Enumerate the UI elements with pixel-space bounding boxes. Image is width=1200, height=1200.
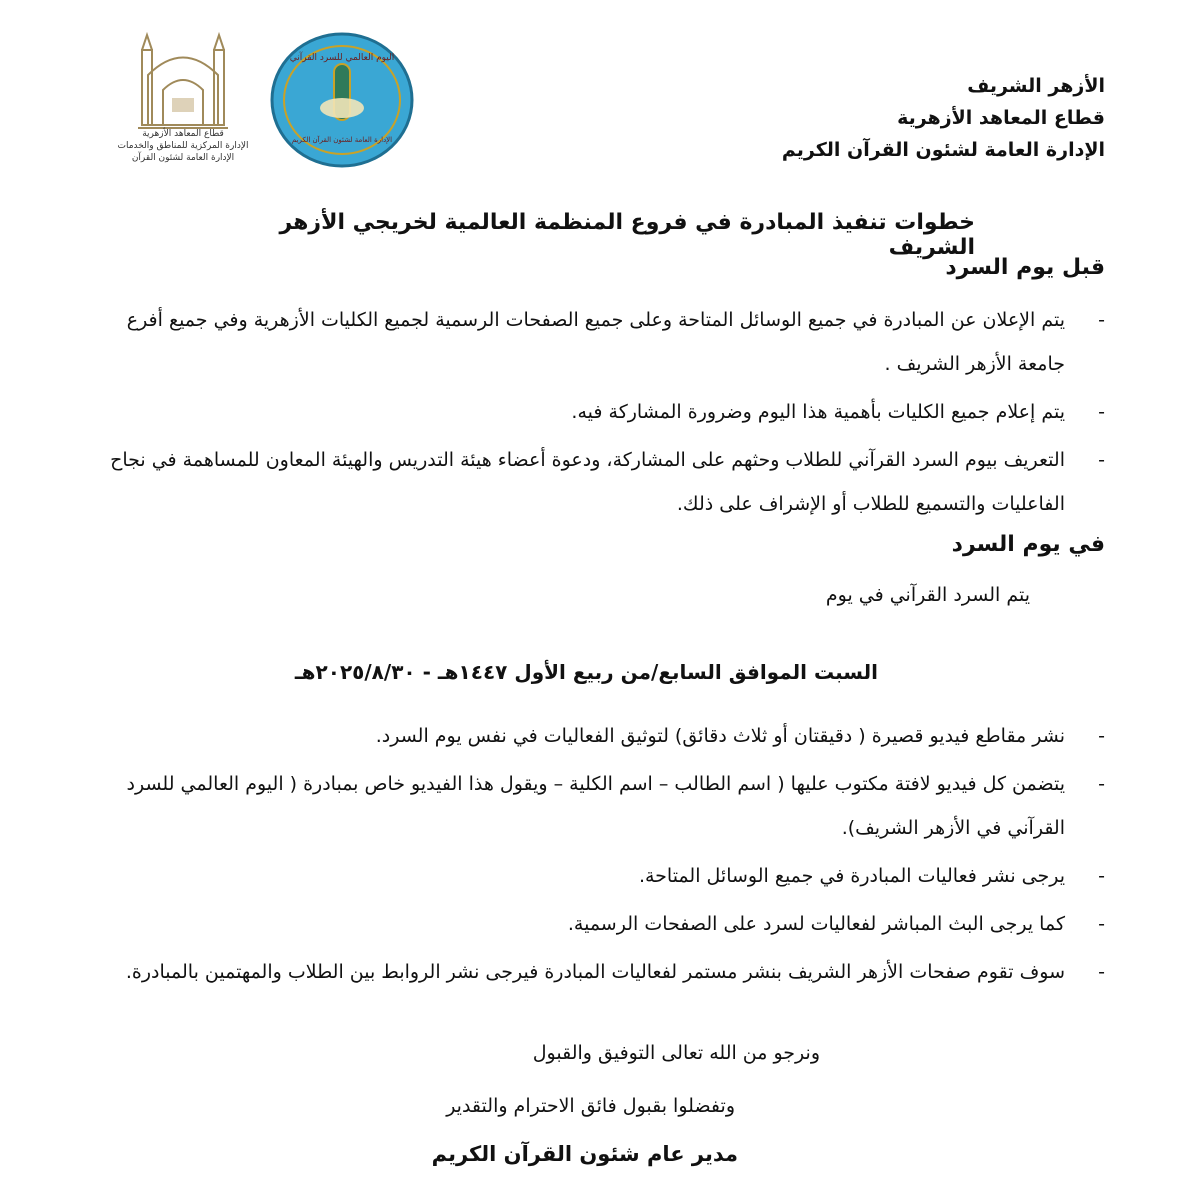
list-item: - يتم إعلام جميع الكليات بأهمية هذا اليوم وضرورة المشاركة فيه. xyxy=(571,401,1105,423)
org-header xyxy=(685,70,1105,166)
org-line-3: الإدارة العامة لشئون القرآن الكريم xyxy=(781,139,1105,161)
section-heading-during: في يوم السرد xyxy=(951,532,1105,557)
during-list xyxy=(95,714,1105,994)
azhar-caption-line-1: قطاع المعاهد الأزهرية xyxy=(142,129,224,139)
azhar-caption-line-3: الإدارة العامة لشئون القرآن xyxy=(131,153,235,163)
azhar-caption xyxy=(108,128,258,164)
list-item-text: كما يرجى البث المباشر لفعاليات لسرد على الصفحات الرسمية. xyxy=(567,913,1065,935)
quran-narration-logo xyxy=(268,30,416,170)
signature: مدير عام شئون القرآن الكريم xyxy=(431,1142,738,1166)
closing-line-1: ونرجو من الله تعالى التوفيق والقبول xyxy=(532,1042,820,1064)
list-item-text: نشر مقاطع فيديو قصيرة ( دقيقتان أو ثلاث دقائق) لتوثيق الفعاليات في نفس يوم السرد. xyxy=(375,725,1065,747)
list-item-text: يتضمن كل فيديو لافتة مكتوب عليها ( اسم الطالب – اسم الكلية – ويقول هذا الفيديو خاص بمبادرة ( اليوم العالمي للسرد القرآني في الأزهر الشريف). xyxy=(126,773,1065,839)
list-item-text: يرجى نشر فعاليات المبادرة في جميع الوسائل المتاحة. xyxy=(638,865,1065,887)
during-intro: يتم السرد القرآني في يوم xyxy=(825,584,1030,606)
list-item: - يرجى نشر فعاليات المبادرة في جميع الوسائل المتاحة. xyxy=(638,865,1105,887)
list-item-text: سوف تقوم صفحات الأزهر الشريف بنشر مستمر لفعاليات المبادرة فيرجى نشر الروابط بين الطلاب والمهتمين بالمبادرة. xyxy=(125,961,1065,983)
document-title: خطوات تنفيذ المبادرة في فروع المنظمة العالمية لخريجي الأزهر الشريف xyxy=(279,210,975,260)
list-item: - التعريف بيوم السرد القرآني للطلاب وحثهم على المشاركة، ودعوة أعضاء هيئة التدريس والهيئة المعاون للمساهمة في نجاح الفاعليات والتسميع للطلاب أو الإشراف على ذلك. xyxy=(110,449,1105,515)
before-list xyxy=(95,298,1105,526)
list-item-text: يتم إعلام جميع الكليات بأهمية هذا اليوم وضرورة المشاركة فيه. xyxy=(571,401,1065,423)
list-item: - كما يرجى البث المباشر لفعاليات لسرد على الصفحات الرسمية. xyxy=(567,913,1105,935)
azhar-caption-line-2: الإدارة المركزية للمناطق والخدمات xyxy=(117,141,249,151)
list-item: - يتم الإعلان عن المبادرة في جميع الوسائل المتاحة وعلى جميع الصفحات الرسمية لجميع الكليات الأزهرية وفي جميع أفرع جامعة الأزهر الشريف . xyxy=(126,309,1105,375)
section-heading-before: قبل يوم السرد xyxy=(945,255,1105,280)
closing-line-2: وتفضلوا بقبول فائق الاحترام والتقدير xyxy=(446,1095,735,1117)
logo-round-subtitle: الإدارة العامة لشئون القرآن الكريم xyxy=(291,136,393,144)
list-item: - نشر مقاطع فيديو قصيرة ( دقيقتان أو ثلاث دقائق) لتوثيق الفعاليات في نفس يوم السرد. xyxy=(375,725,1105,747)
list-item-text: التعريف بيوم السرد القرآني للطلاب وحثهم على المشاركة، ودعوة أعضاء هيئة التدريس والهيئة المعاون للمساهمة في نجاح الفاعليات والتسميع للطلاب أو الإشراف على ذلك. xyxy=(110,449,1065,515)
list-item-text: يتم الإعلان عن المبادرة في جميع الوسائل المتاحة وعلى جميع الصفحات الرسمية لجميع الكليات الأزهرية وفي جميع أفرع جامعة الأزهر الشريف . xyxy=(126,309,1065,375)
list-item: - يتضمن كل فيديو لافتة مكتوب عليها ( اسم الطالب – اسم الكلية – ويقول هذا الفيديو خاص بمبادرة ( اليوم العالمي للسرد القرآني في الأزهر الشريف). xyxy=(126,773,1105,839)
event-date: السبت الموافق السابع/من ربيع الأول ١٤٤٧هـ - ٢٠٢٥/٨/٣٠هـ xyxy=(294,660,878,684)
list-item: - سوف تقوم صفحات الأزهر الشريف بنشر مستمر لفعاليات المبادرة فيرجى نشر الروابط بين الطلاب والمهتمين بالمبادرة. xyxy=(125,961,1105,983)
org-line-2: قطاع المعاهد الأزهرية xyxy=(897,107,1105,129)
logo-round-title: اليوم العالمي للسرد القرآني xyxy=(289,53,395,63)
org-line-1: الأزهر الشريف xyxy=(967,75,1105,97)
